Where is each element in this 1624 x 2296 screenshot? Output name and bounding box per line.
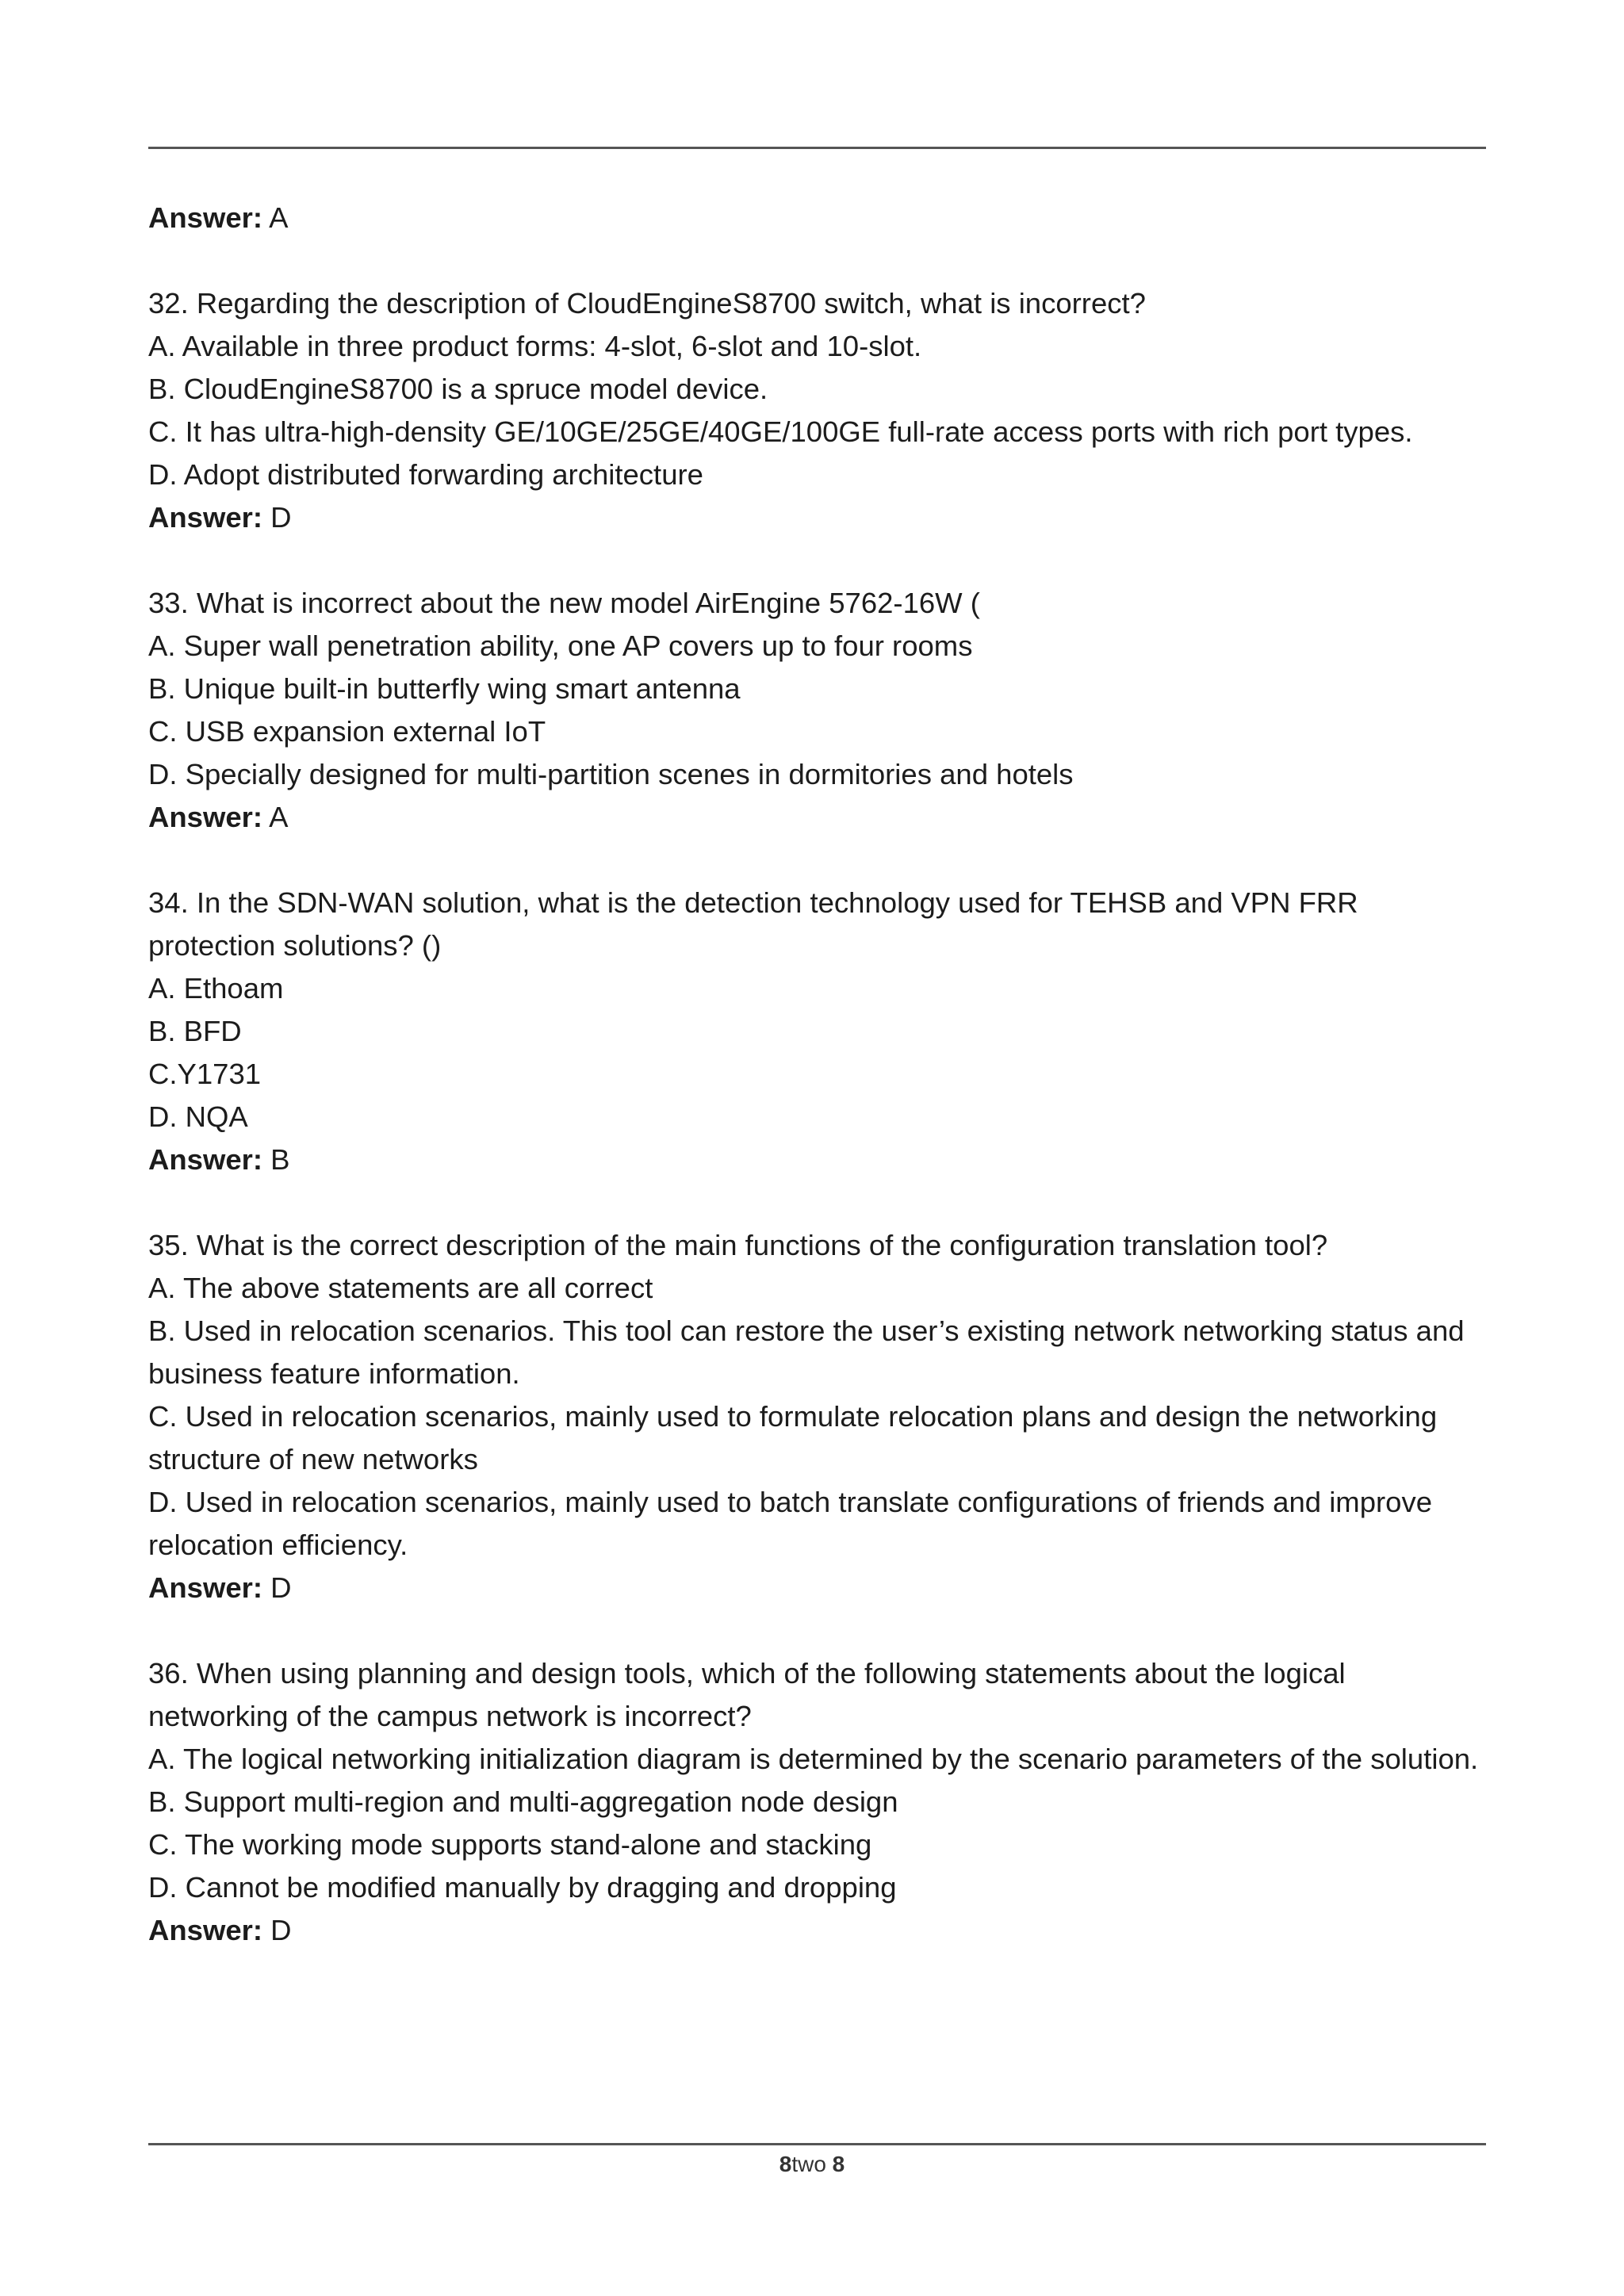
- answer-label: Answer:: [148, 1914, 263, 1946]
- option-c: C.Y1731: [148, 1058, 262, 1090]
- page-content: [148, 197, 1488, 1952]
- option-a: A. Ethoam: [148, 972, 284, 1004]
- answer-label: Answer:: [148, 501, 263, 534]
- option-d: D. Adopt distributed forwarding architecture: [148, 458, 703, 491]
- option-c: C. USB expansion external IoT: [148, 715, 546, 748]
- option-d: D. Used in relocation scenarios, mainly used to batch translate configurations of friends and improve relocation efficiency.: [148, 1486, 1433, 1561]
- question-stem: 32. Regarding the description of CloudEngineS8700 switch, what is incorrect?: [148, 287, 1146, 320]
- option-a: A. The above statements are all correct: [148, 1272, 653, 1304]
- answer-value: D: [270, 501, 292, 534]
- option-c: C. The working mode supports stand-alone and stacking: [148, 1828, 872, 1861]
- option-d: D. Cannot be modified manually by dragging and dropping: [148, 1871, 897, 1904]
- question-stem: 36. When using planning and design tools, which of the following statements about the logical networking of the campus network is incorrect?: [148, 1657, 1346, 1732]
- option-d: D. NQA: [148, 1100, 248, 1133]
- page-total: 8: [832, 2152, 845, 2176]
- question-stem: 33. What is incorrect about the new model AirEngine 5762-16W (: [148, 587, 980, 619]
- option-b: B. BFD: [148, 1015, 242, 1047]
- answer-value: D: [270, 1571, 292, 1604]
- option-d: D. Specially designed for multi-partition scenes in dormitories and hotels: [148, 758, 1074, 790]
- question-answer: [148, 796, 1488, 839]
- option-b: B. CloudEngineS8700 is a spruce model device.: [148, 373, 768, 405]
- header-divider: [148, 147, 1486, 149]
- answer-label: Answer:: [148, 1143, 263, 1176]
- question-answer: [148, 1909, 1488, 1952]
- question-stem: 35. What is the correct description of the main functions of the configuration translation tool?: [148, 1229, 1328, 1261]
- page-separator: two: [791, 2152, 826, 2176]
- previous-answer: [148, 197, 1488, 239]
- option-c: C. Used in relocation scenarios, mainly used to formulate relocation plans and design the networking structure of new networks: [148, 1400, 1438, 1475]
- question-answer: [148, 496, 1488, 539]
- option-b: B. Used in relocation scenarios. This tool can restore the user’s existing network networking status and business feature information.: [148, 1314, 1465, 1390]
- answer-value: A: [269, 801, 289, 833]
- answer-value: D: [270, 1914, 292, 1946]
- option-b: B. Unique built-in butterfly wing smart antenna: [148, 672, 741, 705]
- question-answer: [148, 1567, 1488, 1609]
- question-answer: [148, 1138, 1488, 1181]
- option-a: A. Available in three product forms: 4-slot, 6-slot and 10-slot.: [148, 330, 922, 362]
- page-footer: [0, 2145, 1624, 2183]
- option-b: B. Support multi-region and multi-aggregation node design: [148, 1785, 898, 1818]
- page-number: 8: [779, 2152, 792, 2176]
- option-a: A. The logical networking initialization diagram is determined by the scenario parameters of the solution.: [148, 1743, 1479, 1775]
- option-a: A. Super wall penetration ability, one AP covers up to four rooms: [148, 629, 973, 662]
- answer-label: Answer:: [148, 1571, 263, 1604]
- answer-label: Answer:: [148, 801, 263, 833]
- answer-value: A: [269, 201, 289, 234]
- answer-value: B: [270, 1143, 290, 1176]
- answer-label: Answer:: [148, 201, 263, 234]
- question-stem: 34. In the SDN-WAN solution, what is the detection technology used for TEHSB and VPN FRR protection solutions? (): [148, 886, 1358, 962]
- option-c: C. It has ultra-high-density GE/10GE/25GE/40GE/100GE full-rate access ports with rich port types.: [148, 415, 1413, 448]
